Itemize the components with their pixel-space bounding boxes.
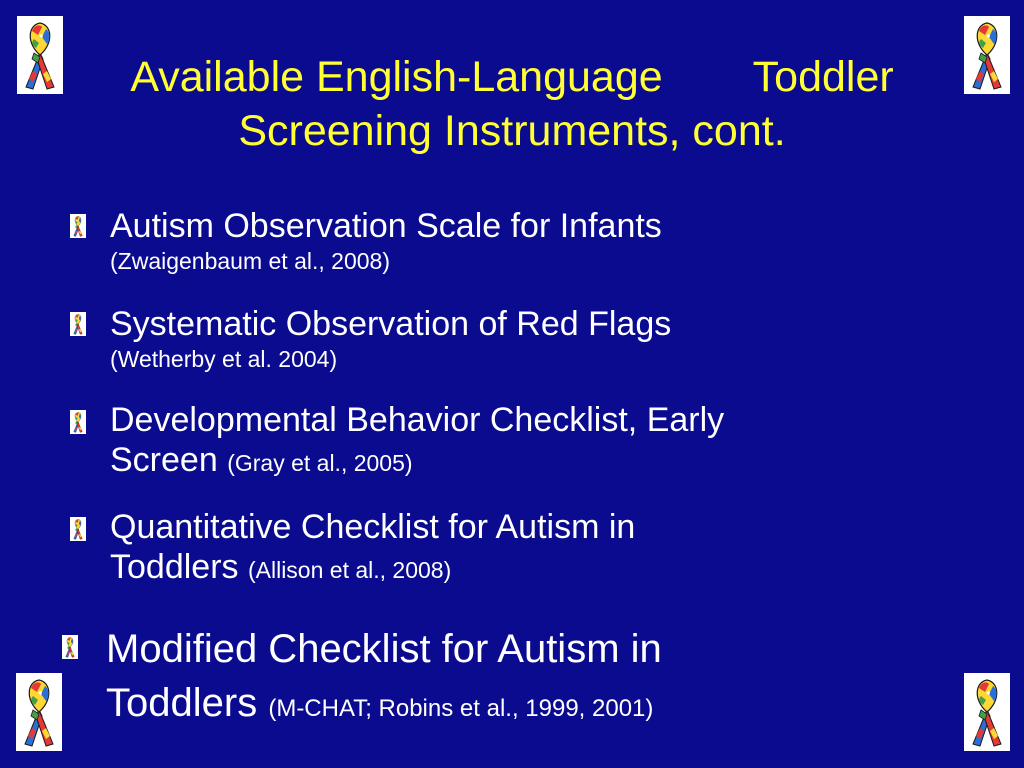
bullet-item-sorf bbox=[110, 304, 671, 374]
title-line-2: Screening Instruments, cont. bbox=[238, 107, 786, 155]
bullet-main-text: Autism Observation Scale for Infants bbox=[110, 207, 662, 245]
title-line-1 bbox=[0, 50, 1024, 104]
bullet-item-qchat bbox=[110, 507, 635, 590]
puzzle-ribbon-bullet-icon bbox=[70, 214, 86, 238]
puzzle-ribbon-bullet-icon bbox=[70, 312, 86, 336]
bullet-main-text-line-2: Screen bbox=[110, 441, 218, 479]
bullet-citation: (Gray et al., 2005) bbox=[227, 450, 413, 476]
puzzle-ribbon-icon-bottom-left bbox=[16, 673, 62, 751]
puzzle-ribbon-bullet-icon bbox=[70, 517, 86, 541]
bullet-citation: (Wetherby et al. 2004) bbox=[110, 346, 338, 372]
bullet-citation: (M-CHAT; Robins et al., 1999, 2001) bbox=[268, 695, 654, 722]
slide-title bbox=[0, 50, 1024, 158]
bullet-citation: (Zwaigenbaum et al., 2008) bbox=[110, 248, 390, 274]
bullet-main-text: Systematic Observation of Red Flags bbox=[110, 305, 672, 343]
puzzle-ribbon-bullet-icon bbox=[62, 635, 78, 659]
bullet-item-dbc bbox=[110, 400, 724, 483]
bullet-item-mchat bbox=[106, 622, 662, 736]
puzzle-ribbon-bullet-icon bbox=[70, 410, 86, 434]
bullet-main-text-line-1: Quantitative Checklist for Autism in bbox=[110, 508, 636, 546]
bullet-main-text-line-1: Modified Checklist for Autism in bbox=[106, 627, 662, 671]
bullet-citation: (Allison et al., 2008) bbox=[247, 557, 452, 583]
bullet-main-text-line-1: Developmental Behavior Checklist, Early bbox=[110, 401, 725, 439]
bullet-item-aosi bbox=[110, 206, 662, 276]
bullet-main-text-line-2: Toddlers bbox=[106, 681, 258, 725]
puzzle-ribbon-icon-bottom-right bbox=[964, 673, 1010, 751]
bullet-main-text-line-2: Toddlers bbox=[110, 548, 239, 586]
title-line-1-part-1: Available English-Language bbox=[130, 53, 663, 101]
title-line-1-part-2: Toddler bbox=[752, 53, 894, 101]
